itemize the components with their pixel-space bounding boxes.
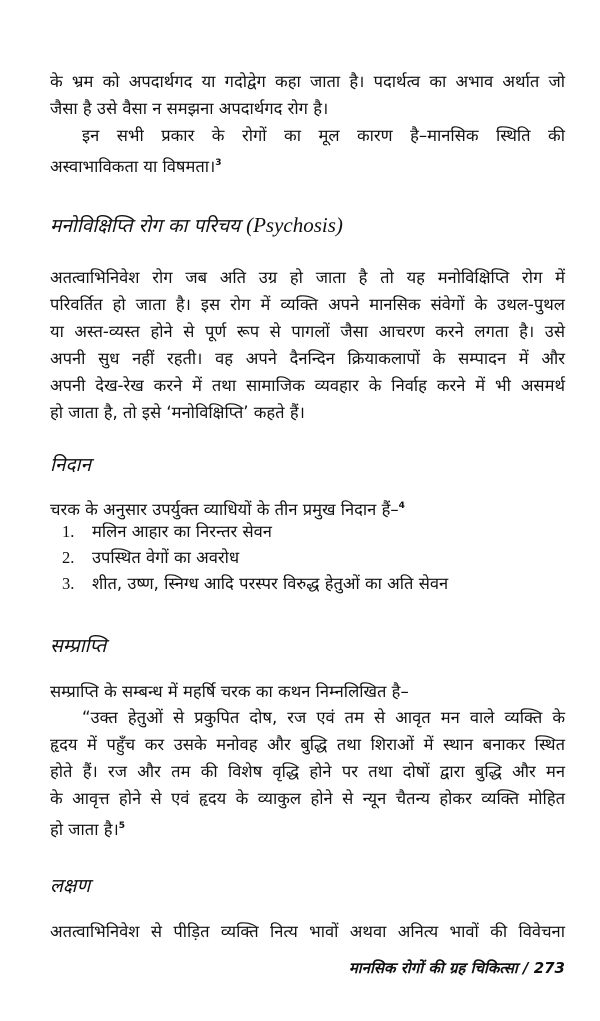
page-number: 273 [533, 959, 565, 977]
footer-separator: / [517, 959, 534, 977]
paragraph-line: अतत्वाभिनिवेश रोग जब अति उग्र हो जाता है तो यह मनोविक्षिप्ति रोग में [50, 268, 565, 287]
quote-line: हो जाता है।$^5$ [50, 820, 126, 839]
section-heading-lakshan: लक्षण [50, 875, 91, 897]
quote-line: हृदय में पहुँच कर उसके मनोवह और बुद्धि तथा शिराओं में स्थान बनाकर स्थित [50, 735, 565, 754]
list-item: 3. शीत, उष्ण, स्निग्ध आदि परस्पर विरुद्ध हेतुओं का अति सेवन [62, 574, 449, 593]
paragraph-line: जैसा है उसे वैसा न समझना अपदार्थगद रोग है। [50, 99, 329, 118]
page-footer [349, 958, 565, 978]
paragraph-line: अपनी सुध नहीं रहती। वह अपने दैनन्दिन क्रियाकलापों के सम्पादन में और [50, 349, 565, 368]
running-title: मानसिक रोगों की ग्रह चिकित्सा [348, 959, 518, 977]
paragraph-line: चरक के अनुसार उपर्युक्त व्याधियों के तीन प्रमुख निदान हैं–$^4$ [50, 500, 405, 519]
footnote-ref: 5 [118, 821, 126, 831]
section-heading-samprapti: सम्प्राप्ति [50, 635, 107, 657]
quote-line: होते हैं। रज और तम की विशेष वृद्धि होने पर तथा दोषों द्वारा बुद्धि और मन [50, 762, 565, 781]
quote-line: के आवृत्त होने से एवं हृदय के व्याकुल होने से न्यून चैतन्य होकर व्यक्ति मोहित [50, 789, 565, 808]
paragraph-line: इन सभी प्रकार के रोगों का मूल कारण है–मानसिक स्थिति की [82, 126, 565, 145]
paragraph-line: या अस्त-व्यस्त होने से पूर्ण रूप से पागलों जैसा आचरण करने लगता है। उसे [50, 322, 565, 341]
list-item: 2. उपस्थित वेगों का अवरोध [62, 548, 240, 567]
section-heading-psychosis: मनोविक्षिप्ति रोग का परिचय (Psychosis) [50, 213, 343, 237]
footnote-ref: 3 [215, 158, 222, 168]
paragraph-line: परिवर्तित हो जाता है। इस रोग में व्यक्ति अपने मानसिक संवेगों के उथल-पुथल [50, 295, 565, 314]
paragraph-line: अस्वाभाविकता या विषमता।$^3$ [50, 157, 222, 176]
paragraph-line: के भ्रम को अपदार्थगद या गदोद्वेग कहा जाता है। पदार्थत्व का अभाव अर्थात जो [50, 72, 565, 91]
paragraph-line: सम्प्राप्ति के सम्बन्ध में महर्षि चरक का कथन निम्नलिखित है– [50, 682, 409, 701]
quote-line: “उक्त हेतुओं से प्रकुपित दोष, रज एवं तम से आवृत मन वाले व्यक्ति के [82, 708, 565, 727]
section-heading-nidan: निदान [50, 454, 92, 476]
list-item: 1. मलिन आहार का निरन्तर सेवन [62, 522, 272, 541]
paragraph-line: हो जाता है, तो इसे ‘मनोविक्षिप्ति’ कहते हैं। [50, 403, 305, 422]
paragraph-line: अतत्वाभिनिवेश से पीड़ित व्यक्ति नित्य भावों अथवा अनित्य भावों की विवेचना [50, 922, 565, 941]
footnote-ref: 4 [398, 501, 405, 511]
paragraph-line: अपनी देख-रेख करने में तथा सामाजिक व्यवहार के निर्वाह करने में भी असमर्थ [50, 376, 565, 395]
